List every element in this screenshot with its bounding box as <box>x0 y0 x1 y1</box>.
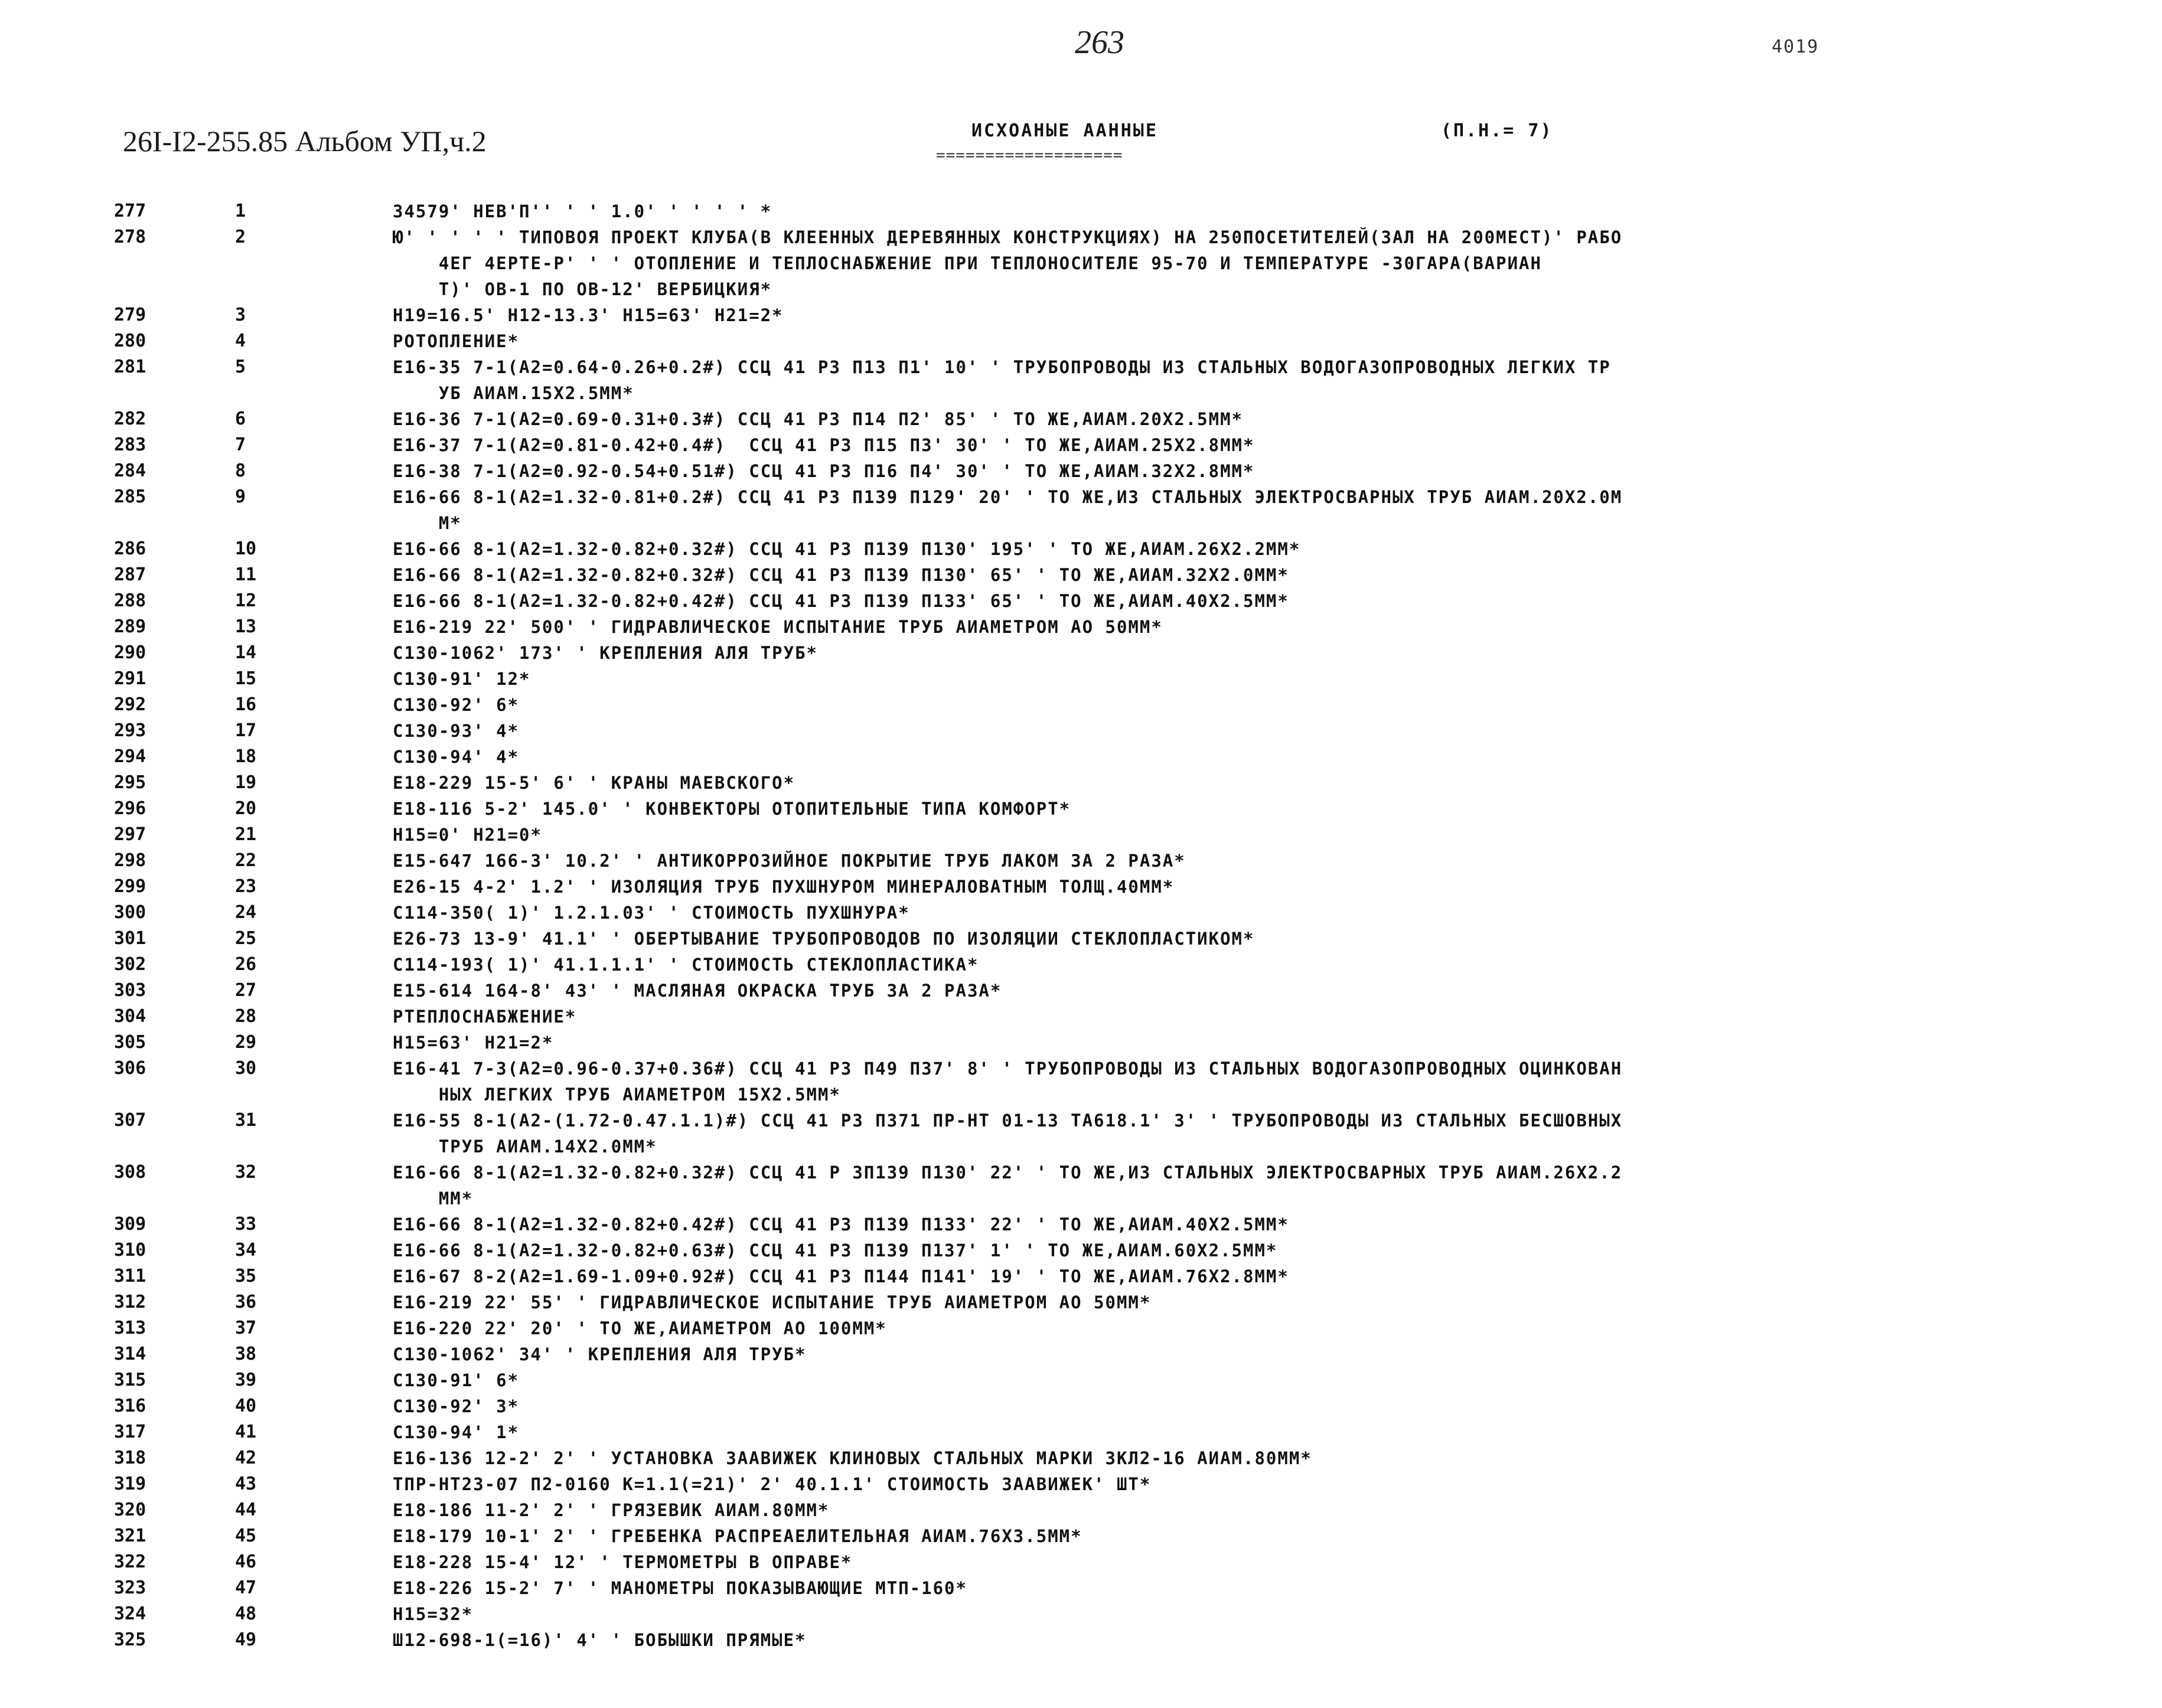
record-row <box>0 224 2162 302</box>
line-number: 299 <box>114 876 146 897</box>
line-number: 325 <box>114 1629 146 1650</box>
record-row <box>0 1289 2162 1315</box>
page-number: 263 <box>1075 24 1124 61</box>
item-number: 10 <box>235 538 257 559</box>
item-number: 44 <box>235 1500 257 1520</box>
record-text: Н19=16.5' Н12-13.3' Н15=63' Н21=2* <box>393 305 784 325</box>
record-text: Е16-36 7-1(А2=0.69-0.31+0.3#) ССЦ 41 Р3 П14 П2' 85' ' ТО ЖЕ,АИАМ.20Х2.5ММ* <box>393 409 1244 429</box>
record-text: Е16-136 12-2' 2' ' УСТАНОВКА ЗААВИЖЕК КЛИНОВЫХ СТАЛЬНЫХ МАРКИ ЗКЛ2-16 АИАМ.80ММ* <box>393 1448 1312 1468</box>
item-number: 19 <box>235 772 257 793</box>
item-number: 35 <box>235 1266 257 1286</box>
record-row <box>0 640 2162 666</box>
title-underline: =================== <box>936 146 1123 164</box>
record-text: Е15-647 166-3' 10.2' ' АНТИКОРРОЗИЙНОЕ ПОКРЫТИЕ ТРУБ ЛАКОМ ЗА 2 РАЗА* <box>393 851 1186 871</box>
record-text: Е16-220 22' 20' ' ТО ЖЕ,АИАМЕТРОМ АО 100ММ* <box>393 1318 887 1338</box>
line-number: 289 <box>114 616 146 637</box>
record-text: Е16-35 7-1(А2=0.64-0.26+0.2#) ССЦ 41 Р3 П13 П1' 10' ' ТРУБОПРОВОДЫ ИЗ СТАЛЬНЫХ ВОДОГАЗОПРОВОДНЫХ ЛЕГКИХ ТР УБ АИАМ.15Х2.5ММ* <box>393 357 1611 403</box>
record-text: Е18-229 15-5' 6' ' КРАНЫ МАЕВСКОГО* <box>393 773 795 793</box>
record-text: РОТОПЛЕНИЕ* <box>393 331 520 351</box>
record-row <box>0 1627 2162 1653</box>
line-number: 298 <box>114 850 146 871</box>
item-number: 37 <box>235 1318 257 1338</box>
record-text: Е16-41 7-3(А2=0.96-0.37+0.36#) ССЦ 41 Р3 П49 П37' 8' ' ТРУБОПРОВОДЫ ИЗ СТАЛЬНЫХ ВОДОГАЗОПРОВОДНЫХ ОЦИНКОВАН НЫХ ЛЕГКИХ ТРУБ АИАМЕТРОМ 15Х2.5ММ* <box>393 1059 1623 1105</box>
record-row <box>0 1004 2162 1030</box>
item-number: 22 <box>235 850 257 871</box>
item-number: 33 <box>235 1214 257 1235</box>
record-row <box>0 874 2162 900</box>
record-row <box>0 1575 2162 1601</box>
record-text: Ш12-698-1(=16)' 4' ' БОБЫШКИ ПРЯМЫЕ* <box>393 1630 807 1650</box>
line-number: 319 <box>114 1474 146 1494</box>
line-number: 314 <box>114 1344 146 1364</box>
line-number: 304 <box>114 1006 146 1027</box>
record-text: С130-91' 6* <box>393 1370 520 1390</box>
item-number: 32 <box>235 1162 257 1183</box>
record-row <box>0 1341 2162 1367</box>
record-row <box>0 848 2162 874</box>
record-row <box>0 1549 2162 1575</box>
record-text: Е16-37 7-1(А2=0.81-0.42+0.4#) ССЦ 41 Р3 П15 П3' 30' ' ТО ЖЕ,АИАМ.25Х2.8ММ* <box>393 435 1255 455</box>
item-number: 39 <box>235 1370 257 1390</box>
line-number: 312 <box>114 1292 146 1312</box>
item-number: 27 <box>235 980 257 1001</box>
record-row <box>0 328 2162 354</box>
record-row <box>0 1030 2162 1056</box>
record-text: Е16-66 8-1(А2=1.32-0.81+0.2#) ССЦ 41 Р3 П139 П129' 20' ' ТО ЖЕ,ИЗ СТАЛЬНЫХ ЭЛЕКТРОСВАРНЫХ ТРУБ АИАМ.20Х2.0М М* <box>393 487 1623 533</box>
record-text: С114-193( 1)' 41.1.1.1' ' СТОИМОСТЬ СТЕКЛОПЛАСТИКА* <box>393 955 979 975</box>
line-number: 310 <box>114 1240 146 1260</box>
record-row <box>0 614 2162 640</box>
item-number: 13 <box>235 616 257 637</box>
line-number: 285 <box>114 486 146 507</box>
record-text: Е16-55 8-1(А2-(1.72-0.47.1.1)#) ССЦ 41 Р3 П371 ПР-НТ 01-13 ТА618.1' 3' ' ТРУБОПРОВОДЫ ИЗ СТАЛЬНЫХ БЕСШОВНЫХ ТРУБ АИАМ.14Х2.0ММ* <box>393 1111 1623 1157</box>
record-row <box>0 718 2162 744</box>
record-text: ТПР-НТ23-07 П2-0160 К=1.1(=21)' 2' 40.1.1' СТОИМОСТЬ ЗААВИЖЕК' ШТ* <box>393 1474 1152 1494</box>
item-number: 47 <box>235 1578 257 1598</box>
document-title: ИСХОАНЫЕ ААННЫЕ <box>971 120 1158 141</box>
item-number: 30 <box>235 1058 257 1079</box>
line-number: 286 <box>114 538 146 559</box>
line-number: 280 <box>114 331 146 351</box>
record-text: Е18-186 11-2' 2' ' ГРЯЗЕВИК АИАМ.80ММ* <box>393 1500 830 1520</box>
record-row <box>0 952 2162 978</box>
record-text: С130-91' 12* <box>393 669 531 689</box>
record-row <box>0 432 2162 458</box>
record-row <box>0 354 2162 406</box>
record-row <box>0 666 2162 692</box>
record-text: С130-94' 1* <box>393 1422 520 1442</box>
line-number: 323 <box>114 1578 146 1598</box>
record-row <box>0 1108 2162 1160</box>
item-number: 2 <box>235 227 246 247</box>
line-number: 300 <box>114 902 146 923</box>
record-row <box>0 458 2162 484</box>
line-number: 295 <box>114 772 146 793</box>
item-number: 26 <box>235 954 257 975</box>
record-text: С130-94' 4* <box>393 747 520 767</box>
record-row <box>0 484 2162 536</box>
item-number: 38 <box>235 1344 257 1364</box>
record-text: Е18-116 5-2' 145.0' ' КОНВЕКТОРЫ ОТОПИТЕЛЬНЫЕ ТИПА КОМФОРТ* <box>393 799 1071 819</box>
line-number: 291 <box>114 668 146 689</box>
line-number: 315 <box>114 1370 146 1390</box>
record-row <box>0 1445 2162 1471</box>
item-number: 31 <box>235 1110 257 1131</box>
record-text: Ю' ' ' ' ' ТИПОВОЯ ПРОЕКТ КЛУБА(В КЛЕЕННЫХ ДЕРЕВЯННЫХ КОНСТРУКЦИЯХ) НА 250ПОСЕТИТЕЛЕЙ(ЗАЛ НА 200МЕСТ)' РАБО 4ЕГ 4ЕРТЕ-Р' ' ' ОТОПЛЕНИЕ И ТЕПЛОСНАБЖЕНИЕ ПРИ ТЕПЛОНОСИТЕЛЕ 95-70 И ТЕМПЕРАТУРЕ -30ГАРА(ВАРИАН Т)' ОВ-1 ПО ОВ-12' ВЕРБИЦКИЯ* <box>393 227 1623 299</box>
item-number: 23 <box>235 876 257 897</box>
record-text: С130-92' 3* <box>393 1396 520 1416</box>
line-number: 317 <box>114 1422 146 1442</box>
line-number: 322 <box>114 1552 146 1572</box>
record-text: Е16-219 22' 500' ' ГИДРАВЛИЧЕСКОЕ ИСПЫТАНИЕ ТРУБ АИАМЕТРОМ АО 50ММ* <box>393 617 1163 637</box>
record-row <box>0 198 2162 224</box>
line-number: 292 <box>114 694 146 715</box>
item-number: 34 <box>235 1240 257 1260</box>
item-number: 4 <box>235 331 246 351</box>
line-number: 301 <box>114 928 146 949</box>
record-text: Е16-66 8-1(А2=1.32-0.82+0.32#) ССЦ 41 Р 3П139 П130' 22' ' ТО ЖЕ,ИЗ СТАЛЬНЫХ ЭЛЕКТРОСВАРНЫХ ТРУБ АИАМ.26Х2.2 ММ* <box>393 1162 1623 1209</box>
line-number: 296 <box>114 798 146 819</box>
line-number: 293 <box>114 720 146 741</box>
line-number: 279 <box>114 305 146 325</box>
item-number: 29 <box>235 1032 257 1053</box>
record-row <box>0 406 2162 432</box>
line-number: 281 <box>114 357 146 377</box>
item-number: 40 <box>235 1396 257 1416</box>
line-number: 288 <box>114 590 146 611</box>
record-row <box>0 822 2162 848</box>
record-text: Е16-219 22' 55' ' ГИДРАВЛИЧЕСКОЕ ИСПЫТАНИЕ ТРУБ АИАМЕТРОМ АО 50ММ* <box>393 1292 1152 1312</box>
document-code: 26I-I2-255.85 Альбом УП,ч.2 <box>123 125 487 158</box>
record-row <box>0 1237 2162 1263</box>
item-number: 18 <box>235 746 257 767</box>
record-row <box>0 1315 2162 1341</box>
line-number: 284 <box>114 461 146 481</box>
line-number: 318 <box>114 1448 146 1468</box>
record-row <box>0 770 2162 796</box>
item-number: 16 <box>235 694 257 715</box>
record-row <box>0 1497 2162 1523</box>
line-number: 282 <box>114 409 146 429</box>
line-number: 303 <box>114 980 146 1001</box>
record-text: Е16-38 7-1(А2=0.92-0.54+0.51#) ССЦ 41 Р3 П16 П4' 30' ' ТО ЖЕ,АИАМ.32Х2.8ММ* <box>393 461 1255 481</box>
line-number: 307 <box>114 1110 146 1131</box>
item-number: 43 <box>235 1474 257 1494</box>
record-text: Е18-228 15-4' 12' ' ТЕРМОМЕТРЫ В ОПРАВЕ* <box>393 1552 853 1572</box>
record-row <box>0 1471 2162 1497</box>
record-text: С130-1062' 34' ' КРЕПЛЕНИЯ АЛЯ ТРУБ* <box>393 1344 807 1364</box>
line-number: 308 <box>114 1162 146 1183</box>
item-number: 36 <box>235 1292 257 1312</box>
item-number: 12 <box>235 590 257 611</box>
record-row <box>0 1393 2162 1419</box>
record-row <box>0 302 2162 328</box>
record-row <box>0 1523 2162 1549</box>
record-text: С130-93' 4* <box>393 721 520 741</box>
item-number: 41 <box>235 1422 257 1442</box>
record-row <box>0 1056 2162 1108</box>
record-text: Е15-614 164-8' 43' ' МАСЛЯНАЯ ОКРАСКА ТРУБ ЗА 2 РАЗА* <box>393 981 1002 1001</box>
page-index: (П.Н.= 7) <box>1441 120 1553 141</box>
line-number: 306 <box>114 1058 146 1079</box>
line-number: 311 <box>114 1266 146 1286</box>
record-row <box>0 536 2162 562</box>
line-number: 283 <box>114 435 146 455</box>
item-number: 7 <box>235 435 246 455</box>
item-number: 42 <box>235 1448 257 1468</box>
record-text: 34579' НЕВ'П'' ' ' 1.0' ' ' ' ' * <box>393 201 772 221</box>
item-number: 28 <box>235 1006 257 1027</box>
record-row <box>0 1211 2162 1237</box>
record-text: Е16-67 8-2(А2=1.69-1.09+0.92#) ССЦ 41 Р3 П144 П141' 19' ' ТО ЖЕ,АИАМ.76Х2.8ММ* <box>393 1266 1289 1286</box>
line-number: 320 <box>114 1500 146 1520</box>
record-text: Е16-66 8-1(А2=1.32-0.82+0.32#) ССЦ 41 Р3 П139 П130' 65' ' ТО ЖЕ,АИАМ.32Х2.0ММ* <box>393 565 1289 585</box>
item-number: 25 <box>235 928 257 949</box>
line-number: 324 <box>114 1604 146 1624</box>
item-number: 1 <box>235 201 246 221</box>
record-row <box>0 1419 2162 1445</box>
record-text: Е16-66 8-1(А2=1.32-0.82+0.42#) ССЦ 41 Р3 П139 П133' 22' ' ТО ЖЕ,АИАМ.40Х2.5ММ* <box>393 1214 1289 1235</box>
item-number: 15 <box>235 668 257 689</box>
record-text: Е16-66 8-1(А2=1.32-0.82+0.32#) ССЦ 41 Р3 П139 П130' 195' ' ТО ЖЕ,АИАМ.26Х2.2ММ* <box>393 539 1301 559</box>
line-number: 287 <box>114 564 146 585</box>
record-text: Н15=0' Н21=0* <box>393 825 542 845</box>
record-text: РТЕПЛОСНАБЖЕНИЕ* <box>393 1007 577 1027</box>
line-number: 321 <box>114 1526 146 1546</box>
record-text: Н15=32* <box>393 1604 474 1624</box>
record-text: Е16-66 8-1(А2=1.32-0.82+0.63#) ССЦ 41 Р3 П139 П137' 1' ' ТО ЖЕ,АИАМ.60Х2.5ММ* <box>393 1240 1278 1260</box>
line-number: 278 <box>114 227 146 247</box>
record-text: С130-92' 6* <box>393 695 520 715</box>
record-text: Е26-73 13-9' 41.1' ' ОБЕРТЫВАНИЕ ТРУБОПРОВОДОВ ПО ИЗОЛЯЦИИ СТЕКЛОПЛАСТИКОМ* <box>393 929 1255 949</box>
record-row <box>0 692 2162 718</box>
line-number: 305 <box>114 1032 146 1053</box>
record-row <box>0 744 2162 770</box>
sheet-code: 4019 <box>1772 37 1819 57</box>
item-number: 17 <box>235 720 257 741</box>
record-row <box>0 562 2162 588</box>
item-number: 9 <box>235 486 246 507</box>
line-number: 313 <box>114 1318 146 1338</box>
item-number: 24 <box>235 902 257 923</box>
line-number: 294 <box>114 746 146 767</box>
item-number: 49 <box>235 1629 257 1650</box>
item-number: 46 <box>235 1552 257 1572</box>
record-row <box>0 588 2162 614</box>
item-number: 48 <box>235 1604 257 1624</box>
line-number: 290 <box>114 642 146 663</box>
item-number: 11 <box>235 564 257 585</box>
record-text: Е16-66 8-1(А2=1.32-0.82+0.42#) ССЦ 41 Р3 П139 П133' 65' ' ТО ЖЕ,АИАМ.40Х2.5ММ* <box>393 591 1289 611</box>
record-text: Е18-226 15-2' 7' ' МАНОМЕТРЫ ПОКАЗЫВАЮЩИЕ МТП-160* <box>393 1578 967 1598</box>
item-number: 14 <box>235 642 257 663</box>
record-row <box>0 900 2162 926</box>
record-text: Е26-15 4-2' 1.2' ' ИЗОЛЯЦИЯ ТРУБ ПУХШНУРОМ МИНЕРАЛОВАТНЫМ ТОЛЩ.40ММ* <box>393 877 1175 897</box>
record-row <box>0 978 2162 1004</box>
record-text: С114-350( 1)' 1.2.1.03' ' СТОИМОСТЬ ПУХШНУРА* <box>393 903 910 923</box>
line-number: 316 <box>114 1396 146 1416</box>
item-number: 8 <box>235 461 246 481</box>
item-number: 6 <box>235 409 246 429</box>
record-row <box>0 1160 2162 1211</box>
item-number: 5 <box>235 357 246 377</box>
record-text: Н15=63' Н21=2* <box>393 1033 554 1053</box>
line-number: 277 <box>114 201 146 221</box>
line-number: 309 <box>114 1214 146 1235</box>
item-number: 21 <box>235 824 257 845</box>
line-number: 302 <box>114 954 146 975</box>
record-row <box>0 796 2162 822</box>
record-text: С130-1062' 173' ' КРЕПЛЕНИЯ АЛЯ ТРУБ* <box>393 643 819 663</box>
record-row <box>0 1263 2162 1289</box>
record-list <box>0 198 2162 1653</box>
item-number: 3 <box>235 305 246 325</box>
record-row <box>0 926 2162 952</box>
record-row <box>0 1601 2162 1627</box>
line-number: 297 <box>114 824 146 845</box>
item-number: 20 <box>235 798 257 819</box>
record-text: Е18-179 10-1' 2' ' ГРЕБЕНКА РАСПРЕАЕЛИТЕЛЬНАЯ АИАМ.76Х3.5ММ* <box>393 1526 1082 1546</box>
item-number: 45 <box>235 1526 257 1546</box>
record-row <box>0 1367 2162 1393</box>
